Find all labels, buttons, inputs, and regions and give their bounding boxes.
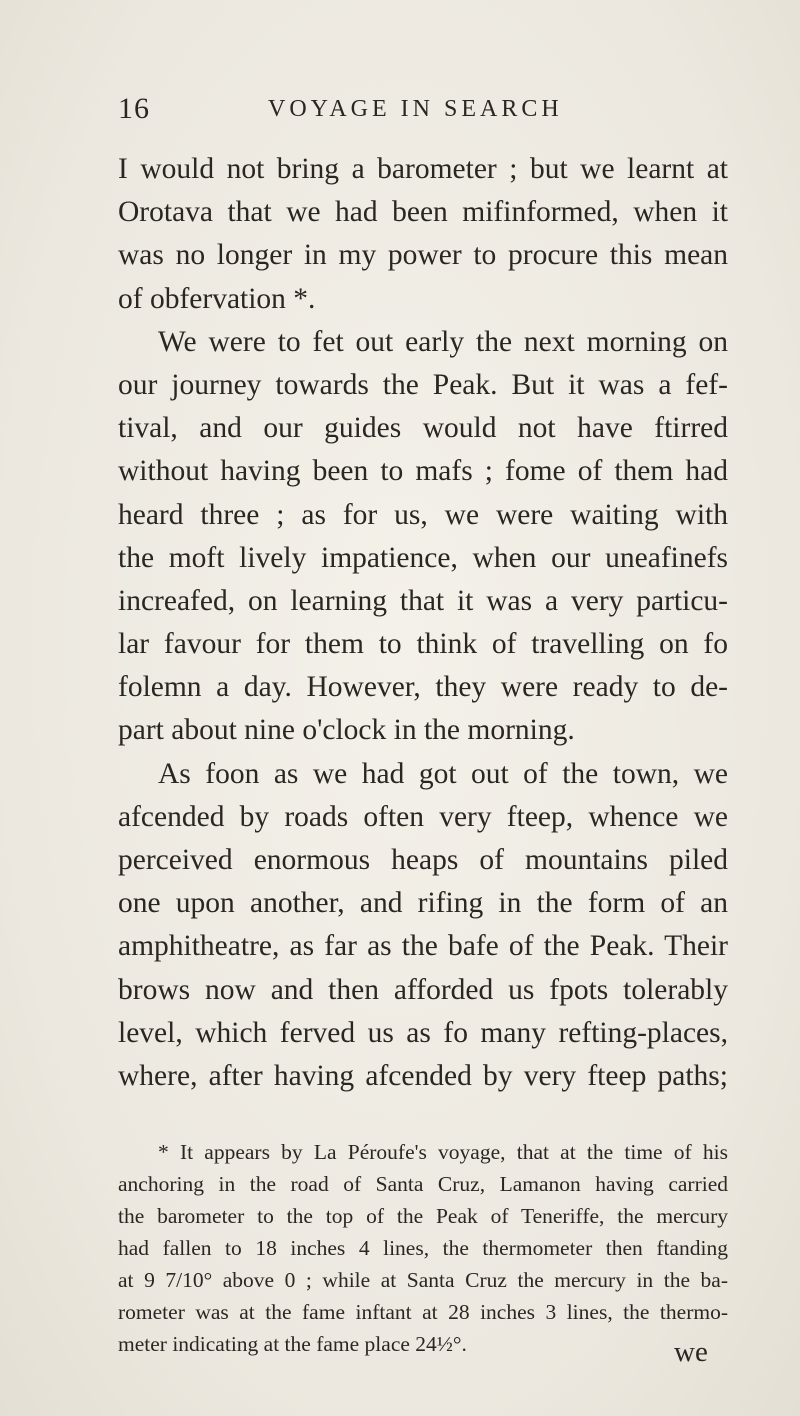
body-line: perceived enormous heaps of mountains piled	[118, 844, 728, 876]
footnote-line: had fallen to 18 inches 4 lines, the thermometer then ftanding	[118, 1236, 728, 1260]
footnote-line: rometer was at the fame inftant at 28 inches 3 lines, the thermo-	[118, 1300, 728, 1324]
body-line: level, which ferved us as fo many refting-places,	[118, 1016, 728, 1049]
body-line: afcended by roads often very fteep, whence we	[118, 800, 728, 833]
body-line: our journey towards the Peak. But it was a fef-	[118, 368, 728, 401]
body-line: folemn a day. However, they were ready to de-	[118, 671, 728, 704]
catchword: we	[674, 1336, 708, 1368]
body-line: part about nine o'clock in the morning.	[118, 714, 575, 747]
running-head	[118, 92, 728, 132]
body-line: tival, and our guides would not have ftirred	[118, 412, 728, 445]
body-text	[118, 148, 728, 1098]
body-line: lar favour for them to think of travelling on fo	[118, 628, 728, 661]
footnote-line: anchoring in the road of Santa Cruz, Lamanon having carried	[118, 1172, 728, 1196]
footnote-line: meter indicating at the fame place 24½°.	[118, 1332, 467, 1356]
body-line: I would not bring a barometer ; but we learnt at	[118, 153, 728, 185]
body-line: was no longer in my power to procure this mean	[118, 239, 728, 272]
body-line: amphitheatre, as far as the bafe of the Peak. Their	[118, 930, 728, 963]
body-line: We were to fet out early the next morning on	[158, 325, 728, 358]
running-title: VOYAGE IN SEARCH	[268, 96, 563, 122]
body-line: brows now and then afforded us fpots tolerably	[118, 973, 728, 1006]
footnote-line: * It appears by La Péroufe's voyage, that at the time of his	[158, 1140, 728, 1164]
body-line: without having been to mafs ; fome of them had	[118, 455, 728, 488]
body-line: the moft lively impatience, when our uneafinefs	[118, 541, 728, 574]
footnote-line: at 9 7/10° above 0 ; while at Santa Cruz the mercury in the ba-	[118, 1268, 728, 1292]
footnote	[118, 1136, 728, 1360]
body-line: where, after having afcended by very fteep paths;	[118, 1059, 728, 1092]
footnote-line: the barometer to the top of the Peak of Teneriffe, the mercury	[118, 1204, 728, 1228]
body-line: increafed, on learning that it was a very particu-	[118, 584, 728, 617]
body-line: of obfervation *.	[118, 282, 316, 315]
body-line: one upon another, and rifing in the form of an	[118, 887, 728, 920]
body-line: As foon as we had got out of the town, we	[158, 757, 728, 790]
body-line: Orotava that we had been mifinformed, when it	[118, 196, 728, 229]
page-number: 16	[118, 92, 150, 125]
body-line: heard three ; as for us, we were waiting with	[118, 498, 728, 531]
